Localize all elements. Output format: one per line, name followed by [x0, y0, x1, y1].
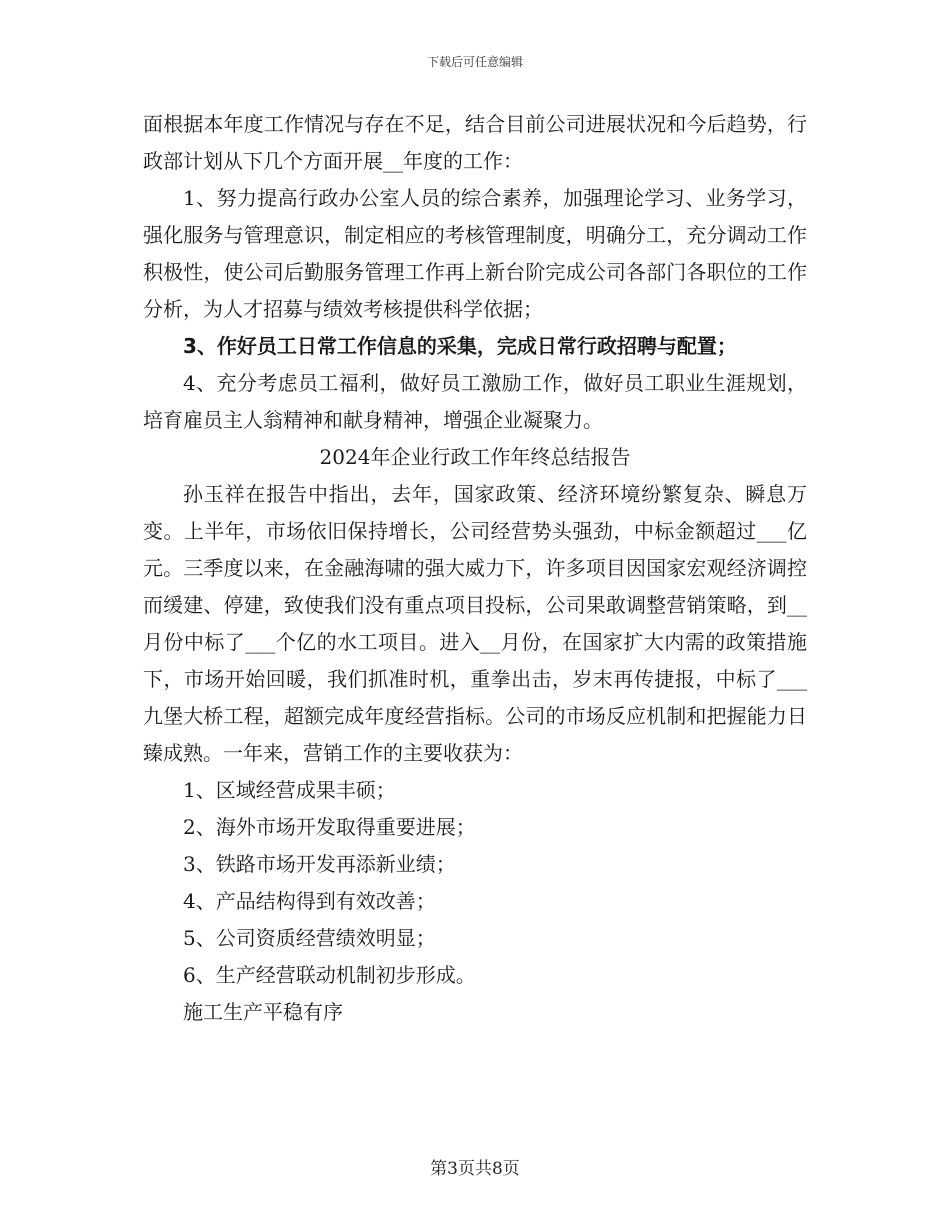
paragraph-item-4: 4、充分考虑员工福利，做好员工激励工作，做好员工职业生涯规划，培育雇员主人翁精神和献身精神，增强企业凝聚力。 — [143, 371, 807, 432]
paragraph-continuation: 面根据本年度工作情况与存在不足，结合目前公司进展状况和今后趋势，行政部计划从下几个方面开展__年度的工作： — [143, 112, 807, 173]
list-item: 2、海外市场开发取得重要进展； — [183, 815, 476, 839]
page-number: 第3页共8页 — [430, 1159, 520, 1179]
paragraph-item-3: 3、作好员工日常工作信息的采集，完成日常行政招聘与配置； — [183, 334, 737, 358]
document-body — [143, 106, 807, 1031]
paragraph-report: 孙玉祥在报告中指出，去年，国家政策、经济环境纷繁复杂、瞬息万变。上半年，市场依旧保持增长，公司经营势头强劲，中标金额超过___亿元。三季度以来，在金融海啸的强大威力下，许多项目因国家宏观经济调控而缓建、停建，致使我们没有重点项目投标，公司果敢调整营销策略，到__月份中标了___个亿的水工项目。进入__月份，在国家扩大内需的政策措施下，市场开始回暖，我们抓准时机，重拳出击，岁末再传捷报，中标了___九堡大桥工程，超额完成年度经营指标。公司的市场反应机制和把握能力日臻成熟。一年来，营销工作的主要收获为： — [143, 482, 807, 765]
list-item: 5、公司资质经营绩效明显； — [183, 926, 436, 950]
list-item: 6、生产经营联动机制初步形成。 — [183, 963, 476, 987]
list-item: 3、铁路市场开发再添新业绩； — [183, 852, 456, 876]
list-item: 4、产品结构得到有效改善； — [183, 889, 436, 913]
list-item: 1、区域经营成果丰硕； — [183, 778, 396, 802]
paragraph-item-1: 1、努力提高行政办公室人员的综合素养，加强理论学习、业务学习，强化服务与管理意识，制定相应的考核管理制度，明确分工，充分调动工作积极性，使公司后勤服务管理工作再上新台阶完成公司各部门各职位的工作分析，为人才招募与绩效考核提供科学依据； — [143, 186, 807, 321]
page-header-note: 下载后可任意编辑 — [426, 55, 523, 69]
section-title: 2024年企业行政工作年终总结报告 — [319, 445, 631, 469]
paragraph-subheading: 施工生产平稳有序 — [183, 1000, 343, 1024]
